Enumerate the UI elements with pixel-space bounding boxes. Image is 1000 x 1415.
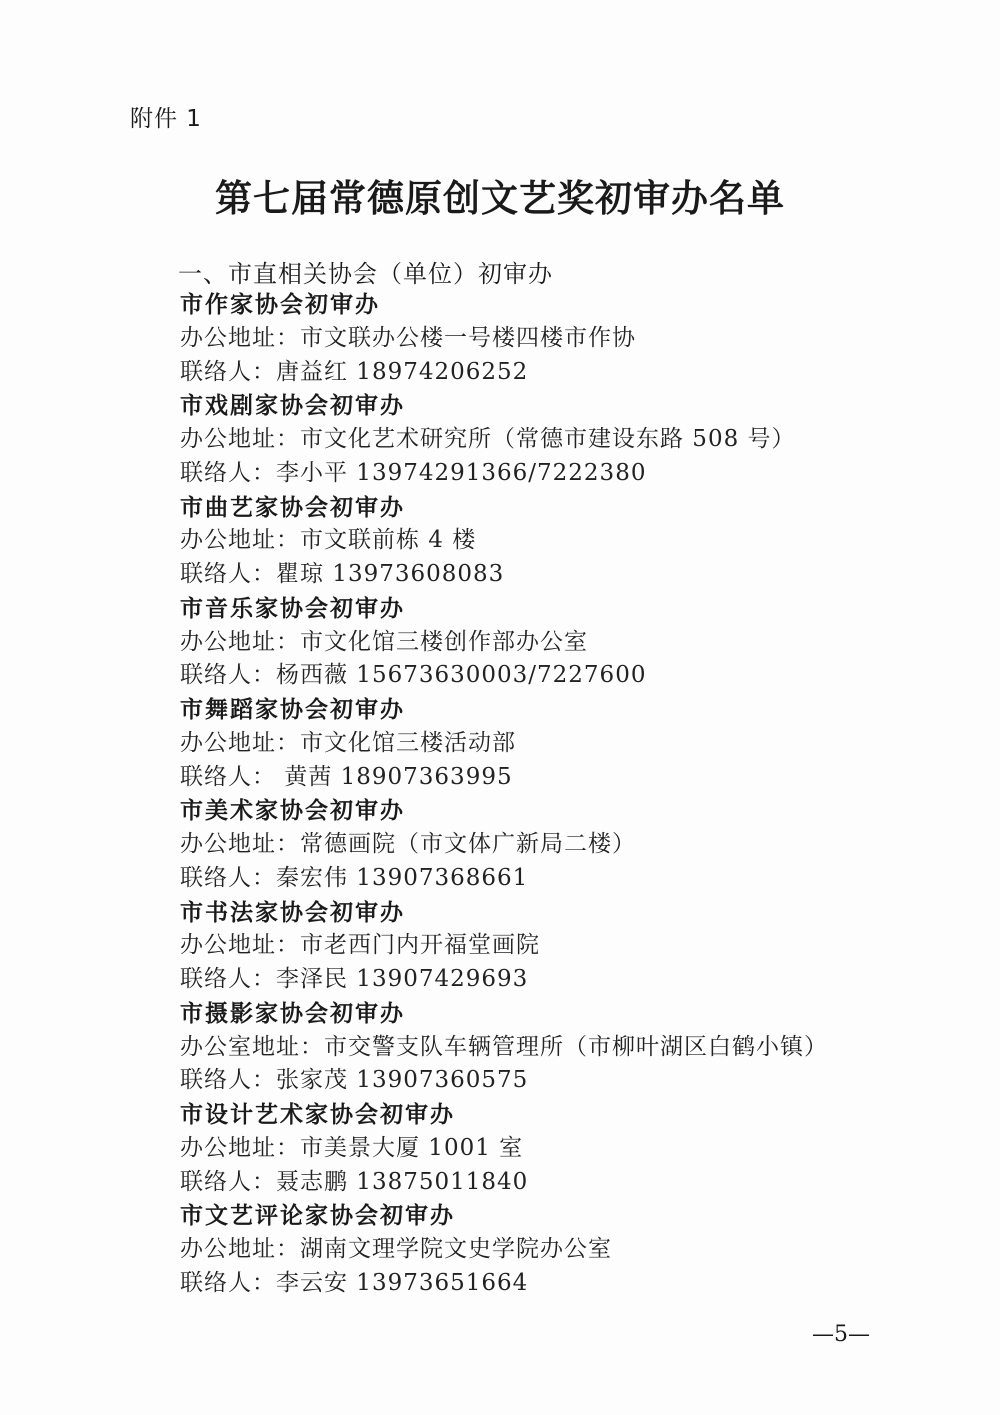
office-name: 市音乐家协会初审办 xyxy=(180,594,405,622)
office-name: 市摄影家协会初审办 xyxy=(180,999,405,1027)
office-contact: 联络人：李泽民 13907429693 xyxy=(180,966,529,992)
office-name: 市作家协会初审办 xyxy=(180,291,380,318)
attachment-label: 附件 1 xyxy=(130,106,202,132)
office-entry xyxy=(180,896,940,997)
office-contact: 联络人：李云安 13973651664 xyxy=(180,1269,529,1296)
office-contact: 联络人：李小平 13974291366/7222380 xyxy=(180,459,647,486)
office-address: 办公地址：市老西门内开福堂画院 xyxy=(180,932,540,959)
office-address: 办公地址：湖南文理学院文史学院办公室 xyxy=(180,1236,612,1262)
office-name: 市曲艺家协会初审办 xyxy=(180,493,405,521)
office-contact: 联络人：瞿琼 13973608083 xyxy=(180,561,505,587)
office-name: 市文艺评论家协会初审办 xyxy=(180,1202,455,1230)
page-number: —5— xyxy=(812,1322,870,1347)
office-name: 市设计艺术家协会初审办 xyxy=(180,1101,455,1128)
office-address: 办公地址：市文联前栋 4 楼 xyxy=(180,527,477,554)
office-address: 办公地址：市美景大厦 1001 室 xyxy=(180,1134,524,1161)
office-name: 市戏剧家协会初审办 xyxy=(180,392,405,420)
office-name: 市书法家协会初审办 xyxy=(180,898,405,926)
office-address: 办公室地址：市交警支队车辆管理所（市柳叶湖区白鹤小镇） xyxy=(180,1033,828,1060)
office-entry xyxy=(180,693,940,794)
office-entry xyxy=(180,1098,940,1199)
office-contact: 联络人：聂志鹏 13875011840 xyxy=(180,1168,529,1195)
office-address: 办公地址：常德画院（市文体广新局二楼） xyxy=(180,831,636,857)
office-entry xyxy=(180,491,940,592)
office-contact: 联络人：张家茂 13907360575 xyxy=(180,1067,529,1094)
office-entry xyxy=(180,288,940,389)
office-address: 办公地址：市文化馆三楼活动部 xyxy=(180,729,516,756)
office-entry xyxy=(180,1199,940,1300)
office-entry xyxy=(180,592,940,693)
office-contact: 联络人：唐益红 18974206252 xyxy=(180,358,529,385)
office-contact: 联络人：杨西薇 15673630003/7227600 xyxy=(180,662,647,689)
document-title: 第七届常德原创文艺奖初审办名单 xyxy=(215,176,785,220)
office-address: 办公地址：市文联办公楼一号楼四楼市作协 xyxy=(180,324,636,351)
office-contact: 联络人： 黄茜 18907363995 xyxy=(180,763,513,790)
office-entry xyxy=(180,794,940,895)
office-list xyxy=(180,288,940,1301)
office-name: 市舞蹈家协会初审办 xyxy=(180,696,405,723)
section-heading: 一、市直相关协会（单位）初审办 xyxy=(178,260,553,288)
office-entry xyxy=(180,389,940,490)
office-name: 市美术家协会初审办 xyxy=(180,797,405,825)
office-contact: 联络人：秦宏伟 13907368661 xyxy=(180,864,529,891)
office-entry xyxy=(180,997,940,1098)
office-address: 办公地址：市文化艺术研究所（常德市建设东路 508 号） xyxy=(180,426,796,452)
office-address: 办公地址：市文化馆三楼创作部办公室 xyxy=(180,628,588,655)
